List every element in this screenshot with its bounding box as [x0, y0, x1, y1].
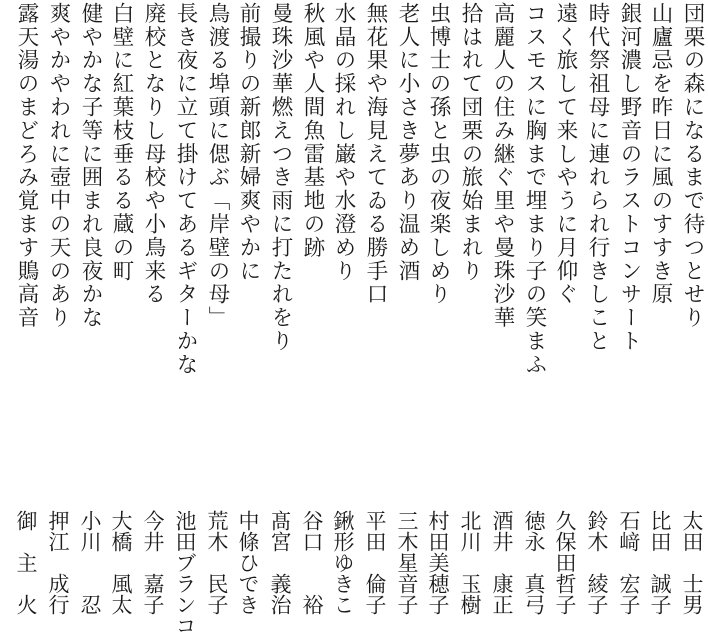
author-column: [169, 510, 201, 636]
haiku-column: [613, 2, 645, 382]
haiku-text: 時代祭祖母に連れられ行きしこと: [585, 2, 610, 353]
author-name: 北川 玉樹: [458, 510, 482, 615]
author-column: [518, 510, 550, 614]
haiku-text: 曼珠沙華燃えつき雨に打たれをり: [268, 2, 293, 353]
author-name: 御 主 火: [14, 510, 38, 615]
haiku-text: 山廬忌を昨日に風のすすき原: [648, 2, 673, 307]
author-column: [105, 510, 137, 614]
author-column: [581, 510, 613, 614]
author-column: [644, 510, 676, 614]
haiku-column: [201, 2, 233, 382]
haiku-text: 爽やかやわれに壺中の天のあり: [46, 2, 71, 330]
author-name: 村田美穂子: [426, 510, 450, 615]
haiku-column: [422, 2, 454, 382]
author-name: 髙宮 義治: [268, 510, 292, 615]
haiku-column: [486, 2, 518, 382]
author-name: 今井 嘉子: [141, 510, 165, 615]
author-column: [137, 510, 169, 614]
haiku-text: 無花果や海見えてゐる勝手口: [363, 2, 388, 307]
haiku-text: 遠く旅して来しやうに月仰ぐ: [553, 2, 578, 307]
haiku-text: 虫博士の孫と虫の夜楽しめり: [426, 2, 451, 307]
haiku-text: 廃校となりし母校や小鳥来る: [141, 2, 166, 307]
author-name: 酒井 康正: [490, 510, 514, 615]
author-column: [327, 510, 359, 614]
haiku-column: [10, 2, 42, 382]
haiku-column: [74, 2, 106, 382]
author-column: [264, 510, 296, 614]
author-column: [613, 510, 645, 614]
haiku-text: 高麗人の住み継ぐ里や曼珠沙華: [490, 2, 515, 330]
author-name: 太田 士男: [680, 510, 704, 615]
author-name: 鍬形ゆきこ: [331, 510, 355, 615]
author-name: 久保田哲子: [553, 510, 577, 615]
author-name: 比田 誠子: [648, 510, 672, 615]
haiku-column: [581, 2, 613, 382]
author-column: [10, 510, 42, 614]
haiku-text: 前撮りの新郎新婦爽やかに: [236, 2, 261, 283]
author-name: 三木星音子: [395, 510, 419, 615]
author-name: 平田 倫子: [363, 510, 387, 615]
author-name: 押江 成行: [46, 510, 70, 615]
author-name: 中條ひでき: [236, 510, 260, 615]
author-name: 鈴木 綾子: [585, 510, 609, 615]
haiku-column: [137, 2, 169, 382]
haiku-text: 水晶の採れし巌や水澄めり: [331, 2, 356, 283]
author-name: 大橋 風太: [109, 510, 133, 615]
haiku-text: 秋風や人間魚雷基地の跡: [300, 2, 325, 260]
author-column: [486, 510, 518, 614]
author-column: [74, 510, 106, 614]
author-column: [676, 510, 708, 614]
haiku-column: [264, 2, 296, 382]
author-column: [454, 510, 486, 614]
author-column: [201, 510, 233, 614]
author-name: 荒木 民子: [205, 510, 229, 615]
author-name: 徳永 真弓: [522, 510, 546, 615]
haiku-column: [644, 2, 676, 382]
haiku-text: 露天湯のまどろみ覚ます鵙高音: [14, 2, 39, 330]
haiku-column: [518, 2, 550, 382]
haiku-column: [327, 2, 359, 382]
haiku-column: [169, 2, 201, 382]
author-name: 谷口 裕: [300, 510, 324, 615]
haiku-column: [42, 2, 74, 382]
haiku-column: [676, 2, 708, 382]
haiku-text: 健やかな子等に囲まれ良夜かな: [78, 2, 103, 330]
author-column: [296, 510, 328, 614]
haiku-text: 長き夜に立て掛けてあるギターかな: [173, 2, 198, 377]
author-column: [391, 510, 423, 614]
haiku-text: 老人に小さき夢あり温め酒: [395, 2, 420, 283]
author-name: 池田ブランコ: [173, 510, 197, 636]
haiku-text: 銀河濃し野音のラストコンサート: [617, 2, 642, 353]
haiku-column: [359, 2, 391, 382]
haiku-column: [391, 2, 423, 382]
haiku-text: 鳥渡る埠頭に偲ぶ「岸壁の母」: [205, 2, 230, 330]
author-column: [42, 510, 74, 614]
haiku-text: 拾はれて団栗の旅始まれり: [458, 2, 483, 283]
author-column: [549, 510, 581, 614]
haiku-text: 白壁に紅葉枝垂るる蔵の町: [109, 2, 134, 283]
haiku-text: コスモスに胸まで埋まり子の笑まふ: [522, 2, 547, 377]
haiku-column: [549, 2, 581, 382]
haiku-column: [296, 2, 328, 382]
author-column: [232, 510, 264, 614]
author-name: 石﨑 宏子: [617, 510, 641, 615]
haiku-column: [232, 2, 264, 382]
author-column: [422, 510, 454, 614]
haiku-column: [454, 2, 486, 382]
author-name: 小川 忍: [78, 510, 102, 615]
haiku-column: [105, 2, 137, 382]
haiku-text: 団栗の森になるまで待つとせり: [680, 2, 705, 330]
author-column: [359, 510, 391, 614]
